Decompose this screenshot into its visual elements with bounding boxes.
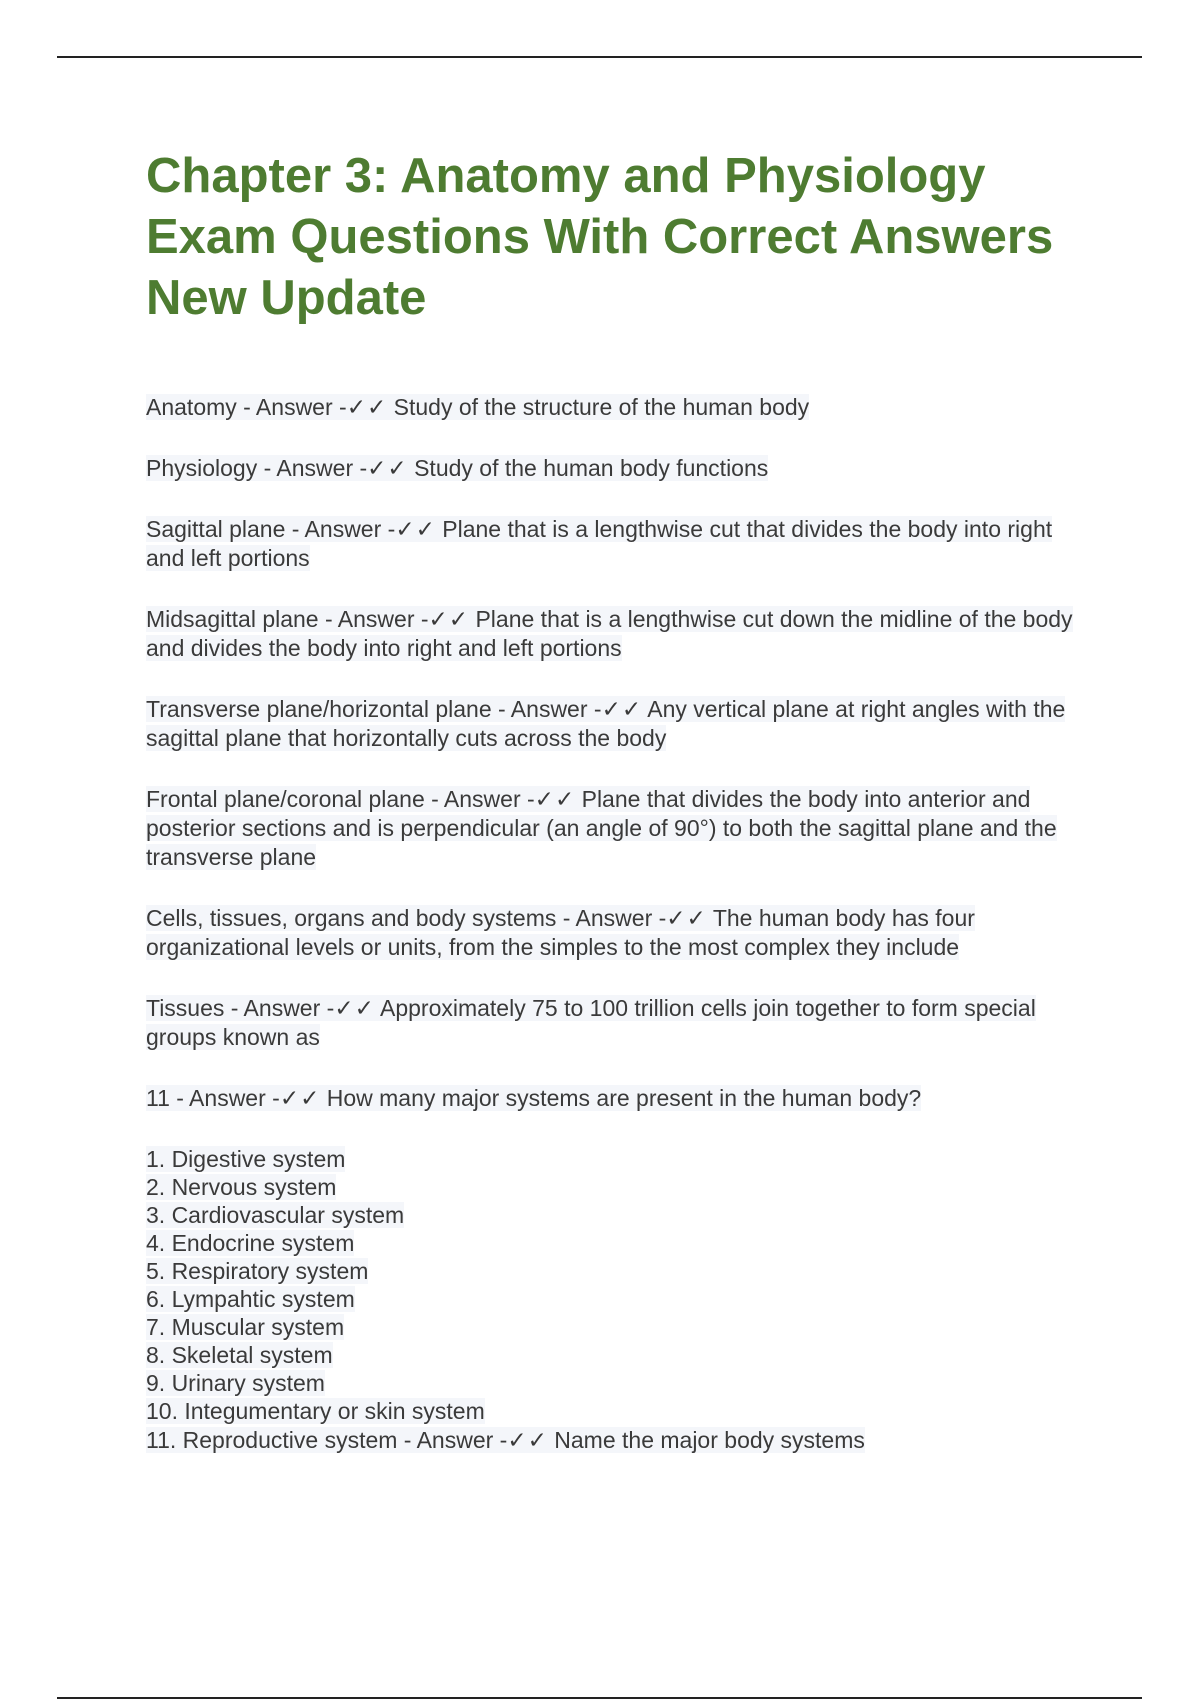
qa-answer: Any vertical plane at right angles with the sagittal plane that horizontally cuts across the body bbox=[146, 696, 1066, 751]
qa-item bbox=[146, 605, 1096, 663]
double-check-icon: ✓✓ bbox=[507, 1427, 548, 1453]
document-body bbox=[146, 146, 1096, 1456]
list-item: 9. Urinary system bbox=[146, 1370, 325, 1396]
qa-separator: - Answer - bbox=[318, 606, 429, 632]
document-title: Chapter 3: Anatomy and Physiology Exam Questions With Correct Answers New Update bbox=[146, 149, 1054, 325]
qa-term: Physiology bbox=[146, 455, 258, 481]
double-check-icon: ✓✓ bbox=[367, 455, 408, 481]
list-item: 4. Endocrine system bbox=[146, 1230, 355, 1256]
list-item: 6. Lympahtic system bbox=[146, 1286, 355, 1312]
qa-term: Cells, tissues, organs and body systems bbox=[146, 905, 557, 931]
qa-item bbox=[146, 904, 1096, 962]
qa-term: Sagittal plane bbox=[146, 516, 286, 542]
list-item: 10. Integumentary or skin system bbox=[146, 1398, 485, 1424]
double-check-icon: ✓✓ bbox=[334, 995, 375, 1021]
qa-list bbox=[146, 393, 1096, 1456]
qa-item bbox=[146, 695, 1096, 753]
qa-separator: - Answer - bbox=[424, 786, 535, 812]
double-check-icon: ✓✓ bbox=[666, 905, 707, 931]
qa-separator: - Answer - bbox=[491, 696, 602, 722]
qa-separator: - Answer - bbox=[285, 516, 396, 542]
qa-item bbox=[146, 994, 1096, 1052]
qa-separator: - Answer - bbox=[224, 995, 335, 1021]
bottom-rule bbox=[57, 1697, 1142, 1699]
qa-term: Midsagittal plane bbox=[146, 606, 319, 632]
double-check-icon: ✓✓ bbox=[534, 786, 576, 812]
qa-answer: Plane that is a lengthwise cut down the midline of the body and divides the body into right and left portions bbox=[146, 606, 1073, 661]
double-check-icon: ✓✓ bbox=[279, 1085, 321, 1111]
qa-separator: - Answer - bbox=[169, 1085, 280, 1111]
qa-answer: Name the major body systems bbox=[554, 1427, 865, 1453]
qa-answer: Approximately 75 to 100 trillion cells join together to form special groups known as bbox=[146, 995, 1036, 1050]
qa-separator: - Answer - bbox=[397, 1427, 508, 1453]
double-check-icon: ✓✓ bbox=[346, 394, 388, 420]
qa-item bbox=[146, 1084, 1096, 1113]
qa-separator: - Answer - bbox=[257, 455, 368, 481]
qa-answer: Study of the structure of the human body bbox=[393, 394, 810, 420]
qa-term: Tissues bbox=[146, 995, 225, 1021]
qa-term: Transverse plane/horizontal plane bbox=[146, 696, 492, 722]
qa-answer: Plane that is a lengthwise cut that divides the body into right and left portions bbox=[146, 516, 1053, 571]
list-item: 3. Cardiovascular system bbox=[146, 1202, 405, 1228]
list-item: 5. Respiratory system bbox=[146, 1258, 369, 1284]
double-check-icon: ✓✓ bbox=[428, 606, 470, 632]
qa-answer: The human body has four organizational levels or units, from the simples to the most complex they include bbox=[146, 905, 975, 960]
qa-answer: How many major systems are present in the human body? bbox=[326, 1085, 922, 1111]
qa-answer: Plane that divides the body into anterior and posterior sections and is perpendicular (an angle of 90°) to both the sagittal plane and the transverse plane bbox=[146, 786, 1057, 870]
qa-separator: - Answer - bbox=[236, 394, 347, 420]
qa-term: 11 bbox=[146, 1085, 170, 1111]
list-item: 1. Digestive system bbox=[146, 1146, 346, 1172]
body-systems-list bbox=[146, 1145, 1096, 1456]
qa-item bbox=[146, 785, 1096, 872]
double-check-icon: ✓✓ bbox=[601, 696, 643, 722]
qa-answer: Study of the human body functions bbox=[414, 455, 769, 481]
double-check-icon: ✓✓ bbox=[395, 516, 436, 542]
qa-item bbox=[146, 454, 1096, 483]
list-item: 2. Nervous system bbox=[146, 1174, 337, 1200]
list-item: 8. Skeletal system bbox=[146, 1342, 333, 1368]
list-item: 7. Muscular system bbox=[146, 1314, 345, 1340]
qa-item bbox=[146, 515, 1096, 573]
qa-separator: - Answer - bbox=[556, 905, 667, 931]
qa-term: Anatomy bbox=[146, 394, 237, 420]
top-rule bbox=[57, 56, 1142, 58]
qa-term: Frontal plane/coronal plane bbox=[146, 786, 425, 812]
list-item: 11. Reproductive system - Answer -✓✓ Name the major body systems bbox=[146, 1427, 865, 1453]
qa-item bbox=[146, 393, 1096, 422]
